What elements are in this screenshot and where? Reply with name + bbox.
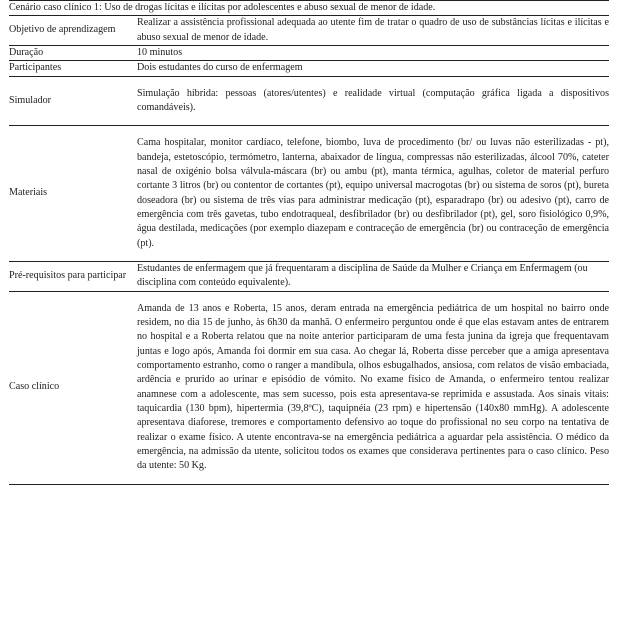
table-row <box>9 291 609 484</box>
table-row-title <box>9 1 609 16</box>
row-value-caso-clinico: Amanda de 13 anos e Roberta, 15 anos, deram entrada na emergência pediátrica de um hospital no bairro onde residem, no dia 15 de junho, às 6h30 da manhã. O enfermeiro perguntou onde é que elas estavam antes de entrarem no hospital e a Roberta relatou que na noite anterior participaram de uma festa junina da igreja que frequentavam juntas e logo após, Amanda foi dormir em sua casa. Ao chegar lá, Roberta disse perceber que a amiga apresentava comportamento estranho, como o ranger a mandíbula, olhos esbugalhados, ansiosa, com relatos de visão embaciada, ardência e prurido ao urinar e episódio de vómito. No exame físico de Amanda, o enfermeiro tentou realizar anamnese com a adolescente, mas sem sucesso, pois esta apresentava-se reprimida e assustada. Aos sinais vitais: taquicardia (130 bpm), hipertermia (39,8ºC), taquipnéia (23 rpm) e hipertensão (140x80 mmHg). A adolescente apresentava diaforese, tremores e comportamento defensivo ao toque do profissional no seu corpo na tentativa de realizar o exame físico. A utente encontrava-se na emergência pediátrica a aguardar pela assistência. O médico da emergência, na admissão da utente, solicitou todos os exames que considerava pertinentes para o caso clínico. Peso da utente: 50 Kg. <box>137 291 609 484</box>
table-row <box>9 261 609 291</box>
row-value-objetivo: Realizar a assistência profissional adequada ao utente fim de tratar o quadro de uso de substâncias lícitas e ilícitas e abuso sexual de menor de idade. <box>137 16 609 46</box>
table-row <box>9 126 609 262</box>
table-row <box>9 61 609 76</box>
table-row <box>9 45 609 60</box>
row-value-materiais: Cama hospitalar, monitor cardíaco, telefone, biombo, luva de procedimento (br/ ou luvas não esterilizadas - pt), bandeja, estetoscópio, termómetro, lanterna, abaixador de língua, compressas não esterilizadas, álcool 70%, cateter nasal de oxigénio bolsa válvula-máscara (br) ou ambu (pt), manta térmica, agulhas, coletor de material perfuro cortante 3 litros (br) ou contentor de cortantes (pt), equipo universal macrogotas (br) ou sistema de soros (pt), bureta doseadora (br) ou sistema de três vias para administrar medicação (pt), esparadrapo (br) ou adesivo (pt), carro de emergência com três gavetas, tubo endotraqueal, desfibrilador (br) ou desfibrilador (pt), gel, soro fisiológico 0,9%, água destilada, medicações (por exemplo diazepam e contraceção de emergência (br) ou contraceção de emergência (pt). <box>137 126 609 262</box>
row-label-caso-clinico: Caso clínico <box>9 291 137 484</box>
row-label-simulador: Simulador <box>9 76 137 126</box>
table-row <box>9 76 609 126</box>
row-label-objetivo: Objetivo de aprendizagem <box>9 16 137 46</box>
row-value-pre-requisitos: Estudantes de enfermagem que já frequentaram a disciplina de Saúde da Mulher e Criança em Enfermagem (ou disciplina com conteúdo equivalente). <box>137 261 609 291</box>
row-label-duracao: Duração <box>9 45 137 60</box>
row-label-materiais: Materiais <box>9 126 137 262</box>
row-label-participantes: Participantes <box>9 61 137 76</box>
table-row <box>9 16 609 46</box>
clinical-scenario-table <box>9 0 609 485</box>
row-value-duracao: 10 minutos <box>137 45 609 60</box>
row-value-participantes: Dois estudantes do curso de enfermagem <box>137 61 609 76</box>
scenario-title: Cenário caso clínico 1: Uso de drogas lícitas e ilícitas por adolescentes e abuso sexual de menor de idade. <box>9 1 609 16</box>
row-label-pre-requisitos: Pré-requisitos para participar <box>9 261 137 291</box>
row-value-simulador: Simulação híbrida: pessoas (atores/utentes) e realidade virtual (computação gráfica ligada a dispositivos comandáveis). <box>137 76 609 126</box>
